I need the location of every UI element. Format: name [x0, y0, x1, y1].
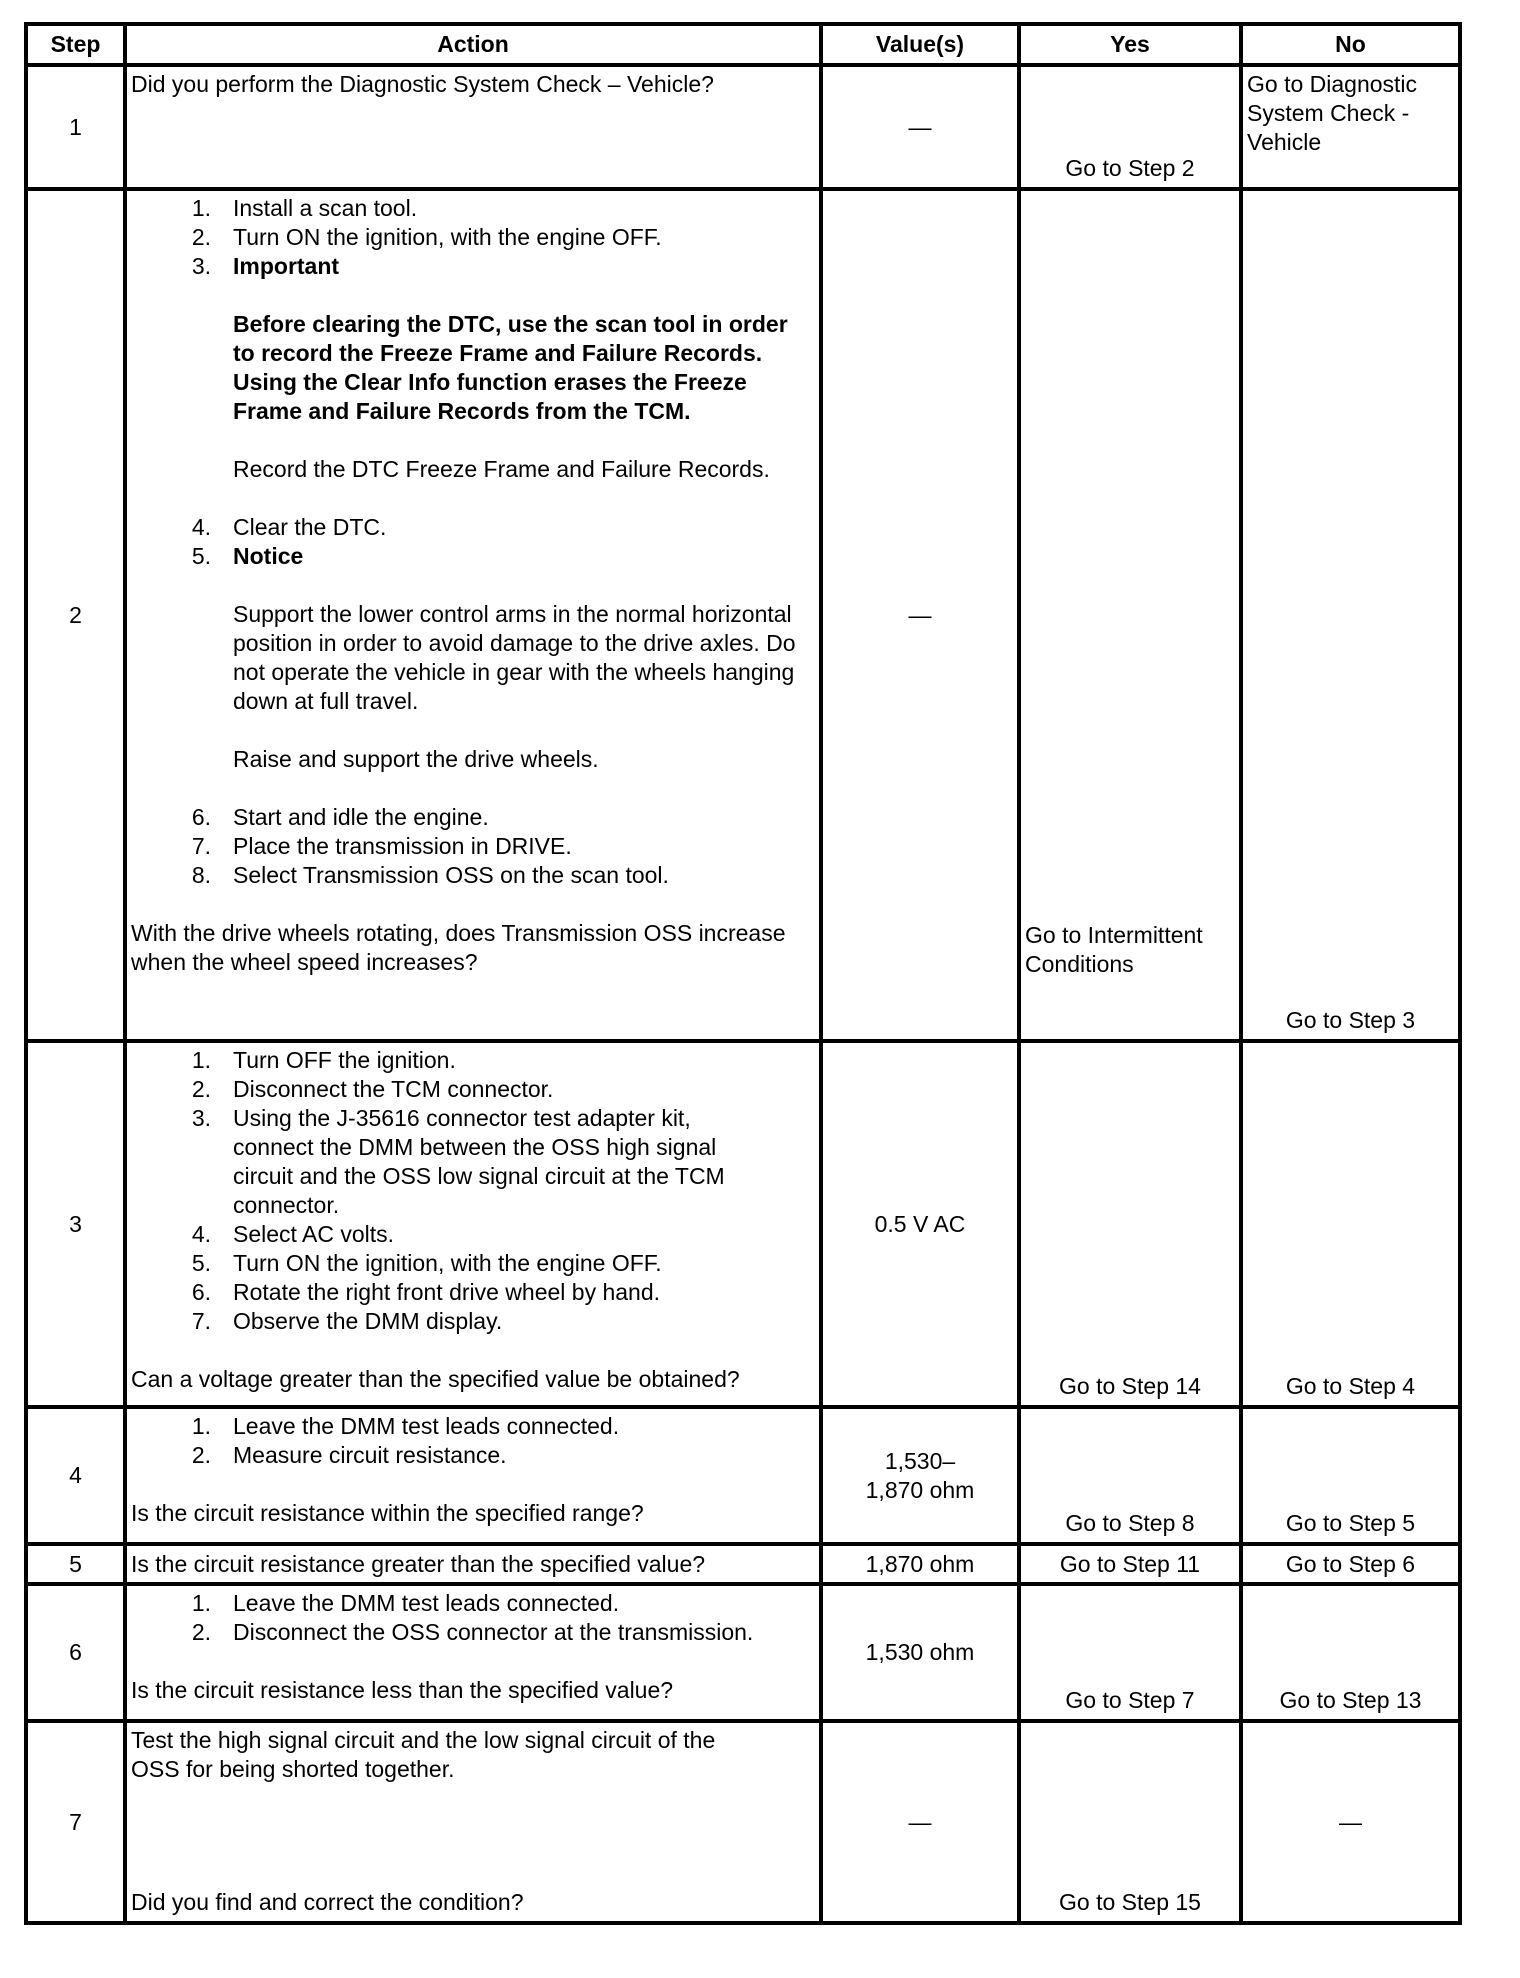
action-question: Is the circuit resistance within the specified range? — [131, 1500, 644, 1526]
yes-cell — [1019, 1407, 1241, 1544]
value-cell — [821, 1407, 1019, 1544]
notice-note: Support the lower control arms in the normal horizontal position in order to avoid damage to the drive axles. Do not operate the vehicle in gear with the wheels hanging down at full travel. — [233, 601, 796, 714]
list-item: 7. Observe the DMM display. — [191, 1308, 503, 1334]
table-row — [26, 1544, 1460, 1584]
no-link[interactable]: Go to Step 5 — [1285, 1510, 1416, 1536]
list-item: 1. Install a scan tool. — [191, 195, 418, 221]
action-steps — [131, 1412, 815, 1470]
yes-link[interactable]: Go to Step 15 — [1059, 1889, 1201, 1915]
yes-link[interactable]: Go to Step 2 — [1065, 155, 1195, 181]
list-item: 3. Using the J-35616 connector test adapter kit, connect the DMM between the OSS high signal circuit and the OSS low signal circuit at the TCM connector. — [191, 1105, 725, 1218]
value-cell: 1,870 ohm — [821, 1544, 1019, 1584]
value-cell: 1,530 ohm — [821, 1584, 1019, 1721]
action-steps — [131, 513, 815, 571]
action-cell — [125, 1407, 821, 1544]
yes-link[interactable]: Go to Step 7 — [1065, 1687, 1195, 1713]
list-item: 2. Measure circuit resistance. — [191, 1442, 507, 1468]
no-cell — [1241, 65, 1460, 189]
diagnostic-table — [24, 22, 1462, 1925]
no-cell — [1241, 1584, 1460, 1721]
list-item: 2. Disconnect the OSS connector at the transmission. — [191, 1619, 754, 1645]
action-steps — [131, 1046, 815, 1336]
record-instruction: Record the DTC Freeze Frame and Failure Records. — [233, 456, 770, 482]
step-number: 5 — [26, 1544, 125, 1584]
action-cell — [125, 1544, 821, 1584]
no-link[interactable]: Go to Diagnostic System Check - Vehicle — [1247, 71, 1418, 155]
action-intro: Test the high signal circuit and the low signal circuit of the OSS for being shorted together. — [131, 1727, 716, 1782]
no-cell — [1241, 189, 1460, 1041]
action-steps — [131, 1589, 815, 1647]
list-item: 4. Clear the DTC. — [191, 514, 387, 540]
yes-link[interactable]: Go to Step 14 — [1059, 1373, 1201, 1399]
list-item: 1. Leave the DMM test leads connected. — [191, 1590, 620, 1616]
header-yes: Yes — [1019, 24, 1241, 65]
step-number: 1 — [26, 65, 125, 189]
action-cell — [125, 1721, 821, 1923]
table-row — [26, 1407, 1460, 1544]
list-item: 8. Select Transmission OSS on the scan tool. — [191, 862, 669, 888]
list-item: 1. Leave the DMM test leads connected. — [191, 1413, 620, 1439]
table-row — [26, 1041, 1460, 1407]
no-link: — — [1339, 1808, 1362, 1835]
no-cell — [1241, 1544, 1460, 1584]
header-step: Step — [26, 24, 125, 65]
yes-cell — [1019, 1721, 1241, 1923]
yes-cell — [1019, 189, 1241, 1041]
list-item: 5. Turn ON the ignition, with the engine OFF. — [191, 1250, 662, 1276]
step-number: 2 — [26, 189, 125, 1041]
value-text: 1,530–1,870 ohm — [865, 1447, 975, 1503]
yes-cell — [1019, 1584, 1241, 1721]
no-link[interactable]: Go to Step 4 — [1285, 1373, 1416, 1399]
action-question: Did you find and correct the condition? — [131, 1889, 524, 1915]
table-row — [26, 65, 1460, 189]
step-number: 7 — [26, 1721, 125, 1923]
header-action: Action — [125, 24, 821, 65]
header-values: Value(s) — [821, 24, 1019, 65]
list-item: 3. Important — [191, 253, 340, 279]
yes-link[interactable]: Go to Step 11 — [1059, 1550, 1201, 1577]
header-no: No — [1241, 24, 1460, 65]
no-link[interactable]: Go to Step 6 — [1285, 1550, 1416, 1577]
list-item: 2. Turn ON the ignition, with the engine OFF. — [191, 224, 662, 250]
table-header-row — [26, 24, 1460, 65]
action-question: With the drive wheels rotating, does Transmission OSS increase when the wheel speed increases? — [131, 920, 786, 975]
no-cell — [1241, 1407, 1460, 1544]
step-number: 6 — [26, 1584, 125, 1721]
list-item: 7. Place the transmission in DRIVE. — [191, 833, 572, 859]
yes-link[interactable]: Go to Step 8 — [1065, 1510, 1195, 1536]
no-link[interactable]: Go to Step 3 — [1285, 1007, 1416, 1033]
table-row — [26, 1721, 1460, 1923]
list-item: 5. Notice — [191, 543, 304, 569]
action-cell — [125, 1041, 821, 1407]
yes-cell — [1019, 65, 1241, 189]
yes-cell — [1019, 1041, 1241, 1407]
list-item: 6. Rotate the right front drive wheel by hand. — [191, 1279, 661, 1305]
value-cell: — — [821, 65, 1019, 189]
action-question: Is the circuit resistance less than the specified value? — [131, 1677, 674, 1703]
action-cell — [125, 1584, 821, 1721]
action-question: Can a voltage greater than the specified value be obtained? — [131, 1366, 740, 1392]
action-steps — [131, 803, 815, 890]
table-row — [26, 1584, 1460, 1721]
list-item: 6. Start and idle the engine. — [191, 804, 489, 830]
no-cell — [1241, 1721, 1460, 1923]
step-number: 3 — [26, 1041, 125, 1407]
list-item: 4. Select AC volts. — [191, 1221, 395, 1247]
value-cell: — — [821, 1721, 1019, 1923]
action-question: Did you perform the Diagnostic System Check – Vehicle? — [131, 71, 714, 97]
step-number: 4 — [26, 1407, 125, 1544]
no-cell — [1241, 1041, 1460, 1407]
yes-link[interactable]: Go to Intermittent Conditions — [1025, 922, 1203, 977]
no-link[interactable]: Go to Step 13 — [1279, 1687, 1422, 1713]
action-cell — [125, 65, 821, 189]
value-cell: 0.5 V AC — [821, 1041, 1019, 1407]
value-cell: — — [821, 189, 1019, 1041]
raise-instruction: Raise and support the drive wheels. — [233, 746, 599, 772]
list-item: 2. Disconnect the TCM connector. — [191, 1076, 554, 1102]
yes-cell — [1019, 1544, 1241, 1584]
action-cell — [125, 189, 821, 1041]
action-steps — [131, 194, 815, 281]
list-item: 1. Turn OFF the ignition. — [191, 1047, 456, 1073]
table-row — [26, 189, 1460, 1041]
important-note: Before clearing the DTC, use the scan tool in order to record the Freeze Frame and Failure Records. Using the Clear Info function erases the Freeze Frame and Failure Records from the TCM. — [233, 311, 788, 424]
action-question: Is the circuit resistance greater than the specified value? — [131, 1550, 706, 1577]
